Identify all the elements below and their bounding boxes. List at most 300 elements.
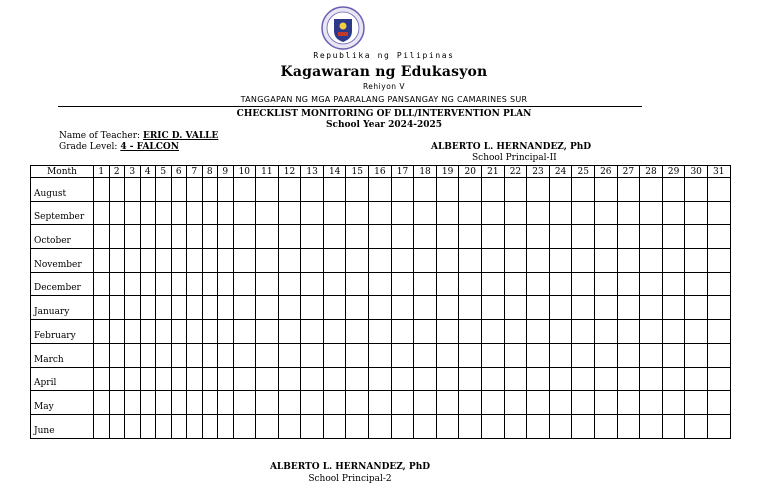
day-cell[interactable] bbox=[482, 296, 505, 320]
day-cell[interactable] bbox=[233, 272, 256, 296]
day-cell[interactable] bbox=[436, 343, 459, 367]
day-cell[interactable] bbox=[459, 343, 482, 367]
day-cell[interactable] bbox=[685, 225, 708, 249]
day-cell[interactable] bbox=[662, 178, 685, 202]
day-cell[interactable] bbox=[414, 367, 437, 391]
day-cell[interactable] bbox=[572, 272, 595, 296]
day-cell[interactable] bbox=[233, 225, 256, 249]
day-cell[interactable] bbox=[685, 367, 708, 391]
day-cell[interactable] bbox=[617, 414, 640, 438]
day-cell[interactable] bbox=[218, 201, 234, 225]
day-cell[interactable] bbox=[436, 178, 459, 202]
day-cell[interactable] bbox=[94, 367, 110, 391]
day-cell[interactable] bbox=[346, 225, 369, 249]
day-cell[interactable] bbox=[140, 367, 156, 391]
day-cell[interactable] bbox=[171, 367, 187, 391]
day-cell[interactable] bbox=[301, 249, 324, 273]
day-cell[interactable] bbox=[109, 249, 125, 273]
day-cell[interactable] bbox=[140, 272, 156, 296]
day-cell[interactable] bbox=[414, 201, 437, 225]
day-cell[interactable] bbox=[414, 414, 437, 438]
day-cell[interactable] bbox=[156, 201, 172, 225]
day-cell[interactable] bbox=[662, 225, 685, 249]
day-cell[interactable] bbox=[482, 178, 505, 202]
day-cell[interactable] bbox=[617, 272, 640, 296]
day-cell[interactable] bbox=[707, 201, 730, 225]
day-cell[interactable] bbox=[369, 391, 392, 415]
day-cell[interactable] bbox=[233, 343, 256, 367]
day-cell[interactable] bbox=[187, 320, 203, 344]
day-cell[interactable] bbox=[572, 391, 595, 415]
day-cell[interactable] bbox=[171, 201, 187, 225]
day-cell[interactable] bbox=[369, 201, 392, 225]
day-cell[interactable] bbox=[202, 320, 218, 344]
day-cell[interactable] bbox=[369, 414, 392, 438]
day-cell[interactable] bbox=[125, 367, 141, 391]
day-cell[interactable] bbox=[171, 320, 187, 344]
day-cell[interactable] bbox=[256, 343, 279, 367]
day-cell[interactable] bbox=[218, 178, 234, 202]
day-cell[interactable] bbox=[640, 249, 663, 273]
day-cell[interactable] bbox=[436, 367, 459, 391]
day-cell[interactable] bbox=[504, 201, 527, 225]
day-cell[interactable] bbox=[482, 414, 505, 438]
day-cell[interactable] bbox=[218, 320, 234, 344]
day-cell[interactable] bbox=[323, 367, 346, 391]
day-cell[interactable] bbox=[572, 225, 595, 249]
day-cell[interactable] bbox=[171, 343, 187, 367]
day-cell[interactable] bbox=[707, 296, 730, 320]
day-cell[interactable] bbox=[346, 249, 369, 273]
day-cell[interactable] bbox=[301, 320, 324, 344]
day-cell[interactable] bbox=[233, 414, 256, 438]
day-cell[interactable] bbox=[109, 225, 125, 249]
day-cell[interactable] bbox=[436, 414, 459, 438]
day-cell[interactable] bbox=[109, 391, 125, 415]
day-cell[interactable] bbox=[391, 249, 414, 273]
day-cell[interactable] bbox=[527, 296, 550, 320]
day-cell[interactable] bbox=[140, 296, 156, 320]
day-cell[interactable] bbox=[278, 296, 301, 320]
day-cell[interactable] bbox=[504, 296, 527, 320]
day-cell[interactable] bbox=[527, 249, 550, 273]
day-cell[interactable] bbox=[640, 343, 663, 367]
day-cell[interactable] bbox=[278, 272, 301, 296]
day-cell[interactable] bbox=[301, 343, 324, 367]
day-cell[interactable] bbox=[369, 225, 392, 249]
day-cell[interactable] bbox=[125, 296, 141, 320]
day-cell[interactable] bbox=[662, 320, 685, 344]
day-cell[interactable] bbox=[459, 391, 482, 415]
day-cell[interactable] bbox=[187, 201, 203, 225]
day-cell[interactable] bbox=[278, 201, 301, 225]
day-cell[interactable] bbox=[346, 343, 369, 367]
day-cell[interactable] bbox=[391, 272, 414, 296]
day-cell[interactable] bbox=[482, 391, 505, 415]
day-cell[interactable] bbox=[527, 343, 550, 367]
day-cell[interactable] bbox=[202, 296, 218, 320]
day-cell[interactable] bbox=[640, 367, 663, 391]
day-cell[interactable] bbox=[171, 249, 187, 273]
day-cell[interactable] bbox=[369, 320, 392, 344]
day-cell[interactable] bbox=[459, 320, 482, 344]
day-cell[interactable] bbox=[369, 178, 392, 202]
day-cell[interactable] bbox=[572, 201, 595, 225]
day-cell[interactable] bbox=[414, 225, 437, 249]
day-cell[interactable] bbox=[572, 178, 595, 202]
day-cell[interactable] bbox=[140, 178, 156, 202]
day-cell[interactable] bbox=[662, 391, 685, 415]
day-cell[interactable] bbox=[187, 225, 203, 249]
day-cell[interactable] bbox=[617, 201, 640, 225]
day-cell[interactable] bbox=[549, 391, 572, 415]
day-cell[interactable] bbox=[233, 201, 256, 225]
day-cell[interactable] bbox=[346, 320, 369, 344]
day-cell[interactable] bbox=[202, 391, 218, 415]
day-cell[interactable] bbox=[459, 296, 482, 320]
day-cell[interactable] bbox=[233, 367, 256, 391]
day-cell[interactable] bbox=[391, 201, 414, 225]
day-cell[interactable] bbox=[436, 391, 459, 415]
day-cell[interactable] bbox=[256, 225, 279, 249]
day-cell[interactable] bbox=[549, 343, 572, 367]
day-cell[interactable] bbox=[202, 343, 218, 367]
day-cell[interactable] bbox=[549, 272, 572, 296]
day-cell[interactable] bbox=[301, 225, 324, 249]
day-cell[interactable] bbox=[278, 320, 301, 344]
day-cell[interactable] bbox=[572, 414, 595, 438]
day-cell[interactable] bbox=[202, 225, 218, 249]
day-cell[interactable] bbox=[94, 178, 110, 202]
day-cell[interactable] bbox=[278, 249, 301, 273]
day-cell[interactable] bbox=[109, 178, 125, 202]
day-cell[interactable] bbox=[109, 201, 125, 225]
day-cell[interactable] bbox=[171, 178, 187, 202]
day-cell[interactable] bbox=[391, 178, 414, 202]
day-cell[interactable] bbox=[549, 414, 572, 438]
day-cell[interactable] bbox=[301, 178, 324, 202]
day-cell[interactable] bbox=[595, 249, 618, 273]
day-cell[interactable] bbox=[369, 367, 392, 391]
day-cell[interactable] bbox=[707, 320, 730, 344]
day-cell[interactable] bbox=[233, 320, 256, 344]
day-cell[interactable] bbox=[323, 201, 346, 225]
day-cell[interactable] bbox=[685, 249, 708, 273]
day-cell[interactable] bbox=[156, 296, 172, 320]
day-cell[interactable] bbox=[662, 249, 685, 273]
day-cell[interactable] bbox=[707, 343, 730, 367]
day-cell[interactable] bbox=[414, 272, 437, 296]
day-cell[interactable] bbox=[640, 414, 663, 438]
day-cell[interactable] bbox=[140, 320, 156, 344]
day-cell[interactable] bbox=[346, 201, 369, 225]
day-cell[interactable] bbox=[369, 296, 392, 320]
day-cell[interactable] bbox=[459, 225, 482, 249]
day-cell[interactable] bbox=[595, 367, 618, 391]
day-cell[interactable] bbox=[187, 272, 203, 296]
day-cell[interactable] bbox=[109, 272, 125, 296]
day-cell[interactable] bbox=[187, 178, 203, 202]
day-cell[interactable] bbox=[346, 178, 369, 202]
day-cell[interactable] bbox=[572, 320, 595, 344]
day-cell[interactable] bbox=[504, 249, 527, 273]
day-cell[interactable] bbox=[187, 343, 203, 367]
day-cell[interactable] bbox=[156, 249, 172, 273]
day-cell[interactable] bbox=[436, 320, 459, 344]
day-cell[interactable] bbox=[662, 296, 685, 320]
day-cell[interactable] bbox=[527, 320, 550, 344]
day-cell[interactable] bbox=[391, 367, 414, 391]
day-cell[interactable] bbox=[707, 249, 730, 273]
day-cell[interactable] bbox=[482, 249, 505, 273]
day-cell[interactable] bbox=[640, 272, 663, 296]
day-cell[interactable] bbox=[156, 225, 172, 249]
day-cell[interactable] bbox=[662, 201, 685, 225]
day-cell[interactable] bbox=[218, 391, 234, 415]
day-cell[interactable] bbox=[202, 367, 218, 391]
day-cell[interactable] bbox=[504, 414, 527, 438]
day-cell[interactable] bbox=[171, 225, 187, 249]
day-cell[interactable] bbox=[436, 201, 459, 225]
day-cell[interactable] bbox=[595, 296, 618, 320]
day-cell[interactable] bbox=[140, 414, 156, 438]
day-cell[interactable] bbox=[156, 367, 172, 391]
day-cell[interactable] bbox=[482, 320, 505, 344]
day-cell[interactable] bbox=[707, 391, 730, 415]
day-cell[interactable] bbox=[617, 320, 640, 344]
day-cell[interactable] bbox=[391, 296, 414, 320]
day-cell[interactable] bbox=[504, 391, 527, 415]
day-cell[interactable] bbox=[504, 343, 527, 367]
day-cell[interactable] bbox=[391, 343, 414, 367]
day-cell[interactable] bbox=[233, 249, 256, 273]
day-cell[interactable] bbox=[187, 367, 203, 391]
day-cell[interactable] bbox=[504, 272, 527, 296]
day-cell[interactable] bbox=[256, 320, 279, 344]
day-cell[interactable] bbox=[94, 201, 110, 225]
day-cell[interactable] bbox=[140, 225, 156, 249]
day-cell[interactable] bbox=[346, 272, 369, 296]
day-cell[interactable] bbox=[662, 272, 685, 296]
day-cell[interactable] bbox=[218, 367, 234, 391]
day-cell[interactable] bbox=[187, 414, 203, 438]
day-cell[interactable] bbox=[414, 249, 437, 273]
day-cell[interactable] bbox=[617, 296, 640, 320]
day-cell[interactable] bbox=[256, 296, 279, 320]
day-cell[interactable] bbox=[171, 391, 187, 415]
day-cell[interactable] bbox=[685, 320, 708, 344]
day-cell[interactable] bbox=[391, 225, 414, 249]
day-cell[interactable] bbox=[595, 391, 618, 415]
day-cell[interactable] bbox=[171, 414, 187, 438]
day-cell[interactable] bbox=[125, 249, 141, 273]
day-cell[interactable] bbox=[140, 201, 156, 225]
day-cell[interactable] bbox=[572, 249, 595, 273]
day-cell[interactable] bbox=[640, 391, 663, 415]
day-cell[interactable] bbox=[125, 391, 141, 415]
day-cell[interactable] bbox=[459, 272, 482, 296]
day-cell[interactable] bbox=[156, 343, 172, 367]
day-cell[interactable] bbox=[125, 272, 141, 296]
day-cell[interactable] bbox=[323, 178, 346, 202]
day-cell[interactable] bbox=[527, 225, 550, 249]
day-cell[interactable] bbox=[640, 178, 663, 202]
day-cell[interactable] bbox=[256, 272, 279, 296]
day-cell[interactable] bbox=[572, 296, 595, 320]
day-cell[interactable] bbox=[436, 296, 459, 320]
day-cell[interactable] bbox=[187, 391, 203, 415]
day-cell[interactable] bbox=[218, 225, 234, 249]
day-cell[interactable] bbox=[125, 343, 141, 367]
day-cell[interactable] bbox=[301, 414, 324, 438]
day-cell[interactable] bbox=[218, 343, 234, 367]
day-cell[interactable] bbox=[595, 414, 618, 438]
day-cell[interactable] bbox=[323, 272, 346, 296]
day-cell[interactable] bbox=[640, 201, 663, 225]
day-cell[interactable] bbox=[617, 249, 640, 273]
day-cell[interactable] bbox=[323, 320, 346, 344]
day-cell[interactable] bbox=[707, 367, 730, 391]
day-cell[interactable] bbox=[414, 178, 437, 202]
day-cell[interactable] bbox=[685, 201, 708, 225]
day-cell[interactable] bbox=[369, 249, 392, 273]
day-cell[interactable] bbox=[218, 249, 234, 273]
day-cell[interactable] bbox=[278, 367, 301, 391]
day-cell[interactable] bbox=[549, 296, 572, 320]
day-cell[interactable] bbox=[256, 391, 279, 415]
day-cell[interactable] bbox=[482, 225, 505, 249]
day-cell[interactable] bbox=[595, 272, 618, 296]
day-cell[interactable] bbox=[527, 367, 550, 391]
day-cell[interactable] bbox=[323, 414, 346, 438]
day-cell[interactable] bbox=[572, 343, 595, 367]
day-cell[interactable] bbox=[707, 414, 730, 438]
day-cell[interactable] bbox=[94, 414, 110, 438]
day-cell[interactable] bbox=[171, 296, 187, 320]
day-cell[interactable] bbox=[94, 272, 110, 296]
day-cell[interactable] bbox=[278, 414, 301, 438]
day-cell[interactable] bbox=[109, 343, 125, 367]
day-cell[interactable] bbox=[346, 367, 369, 391]
day-cell[interactable] bbox=[436, 272, 459, 296]
day-cell[interactable] bbox=[685, 296, 708, 320]
day-cell[interactable] bbox=[94, 225, 110, 249]
day-cell[interactable] bbox=[94, 320, 110, 344]
day-cell[interactable] bbox=[527, 178, 550, 202]
day-cell[interactable] bbox=[459, 249, 482, 273]
day-cell[interactable] bbox=[233, 178, 256, 202]
day-cell[interactable] bbox=[218, 296, 234, 320]
day-cell[interactable] bbox=[414, 320, 437, 344]
day-cell[interactable] bbox=[617, 343, 640, 367]
day-cell[interactable] bbox=[301, 296, 324, 320]
day-cell[interactable] bbox=[504, 367, 527, 391]
day-cell[interactable] bbox=[140, 343, 156, 367]
day-cell[interactable] bbox=[459, 178, 482, 202]
day-cell[interactable] bbox=[125, 225, 141, 249]
day-cell[interactable] bbox=[391, 391, 414, 415]
day-cell[interactable] bbox=[156, 414, 172, 438]
day-cell[interactable] bbox=[527, 272, 550, 296]
day-cell[interactable] bbox=[617, 178, 640, 202]
day-cell[interactable] bbox=[549, 320, 572, 344]
day-cell[interactable] bbox=[278, 343, 301, 367]
day-cell[interactable] bbox=[171, 272, 187, 296]
day-cell[interactable] bbox=[595, 178, 618, 202]
day-cell[interactable] bbox=[256, 367, 279, 391]
day-cell[interactable] bbox=[662, 414, 685, 438]
day-cell[interactable] bbox=[323, 391, 346, 415]
day-cell[interactable] bbox=[109, 414, 125, 438]
day-cell[interactable] bbox=[346, 414, 369, 438]
day-cell[interactable] bbox=[685, 414, 708, 438]
day-cell[interactable] bbox=[125, 320, 141, 344]
day-cell[interactable] bbox=[685, 272, 708, 296]
day-cell[interactable] bbox=[323, 343, 346, 367]
day-cell[interactable] bbox=[202, 272, 218, 296]
day-cell[interactable] bbox=[391, 414, 414, 438]
day-cell[interactable] bbox=[527, 391, 550, 415]
day-cell[interactable] bbox=[256, 201, 279, 225]
day-cell[interactable] bbox=[125, 414, 141, 438]
day-cell[interactable] bbox=[414, 296, 437, 320]
day-cell[interactable] bbox=[94, 249, 110, 273]
day-cell[interactable] bbox=[156, 272, 172, 296]
day-cell[interactable] bbox=[595, 201, 618, 225]
day-cell[interactable] bbox=[109, 367, 125, 391]
day-cell[interactable] bbox=[202, 414, 218, 438]
day-cell[interactable] bbox=[346, 391, 369, 415]
day-cell[interactable] bbox=[459, 367, 482, 391]
day-cell[interactable] bbox=[218, 414, 234, 438]
day-cell[interactable] bbox=[323, 249, 346, 273]
day-cell[interactable] bbox=[414, 343, 437, 367]
day-cell[interactable] bbox=[391, 320, 414, 344]
day-cell[interactable] bbox=[109, 296, 125, 320]
day-cell[interactable] bbox=[549, 367, 572, 391]
day-cell[interactable] bbox=[662, 343, 685, 367]
day-cell[interactable] bbox=[595, 225, 618, 249]
day-cell[interactable] bbox=[549, 225, 572, 249]
day-cell[interactable] bbox=[707, 225, 730, 249]
day-cell[interactable] bbox=[301, 272, 324, 296]
day-cell[interactable] bbox=[527, 414, 550, 438]
day-cell[interactable] bbox=[202, 178, 218, 202]
day-cell[interactable] bbox=[125, 178, 141, 202]
day-cell[interactable] bbox=[94, 343, 110, 367]
day-cell[interactable] bbox=[218, 272, 234, 296]
day-cell[interactable] bbox=[94, 296, 110, 320]
day-cell[interactable] bbox=[256, 249, 279, 273]
day-cell[interactable] bbox=[707, 272, 730, 296]
day-cell[interactable] bbox=[187, 249, 203, 273]
day-cell[interactable] bbox=[256, 414, 279, 438]
day-cell[interactable] bbox=[482, 343, 505, 367]
day-cell[interactable] bbox=[504, 225, 527, 249]
day-cell[interactable] bbox=[436, 225, 459, 249]
day-cell[interactable] bbox=[140, 391, 156, 415]
day-cell[interactable] bbox=[459, 414, 482, 438]
day-cell[interactable] bbox=[156, 320, 172, 344]
day-cell[interactable] bbox=[346, 296, 369, 320]
day-cell[interactable] bbox=[323, 296, 346, 320]
day-cell[interactable] bbox=[504, 320, 527, 344]
day-cell[interactable] bbox=[685, 178, 708, 202]
day-cell[interactable] bbox=[549, 201, 572, 225]
day-cell[interactable] bbox=[662, 367, 685, 391]
day-cell[interactable] bbox=[414, 391, 437, 415]
day-cell[interactable] bbox=[369, 343, 392, 367]
